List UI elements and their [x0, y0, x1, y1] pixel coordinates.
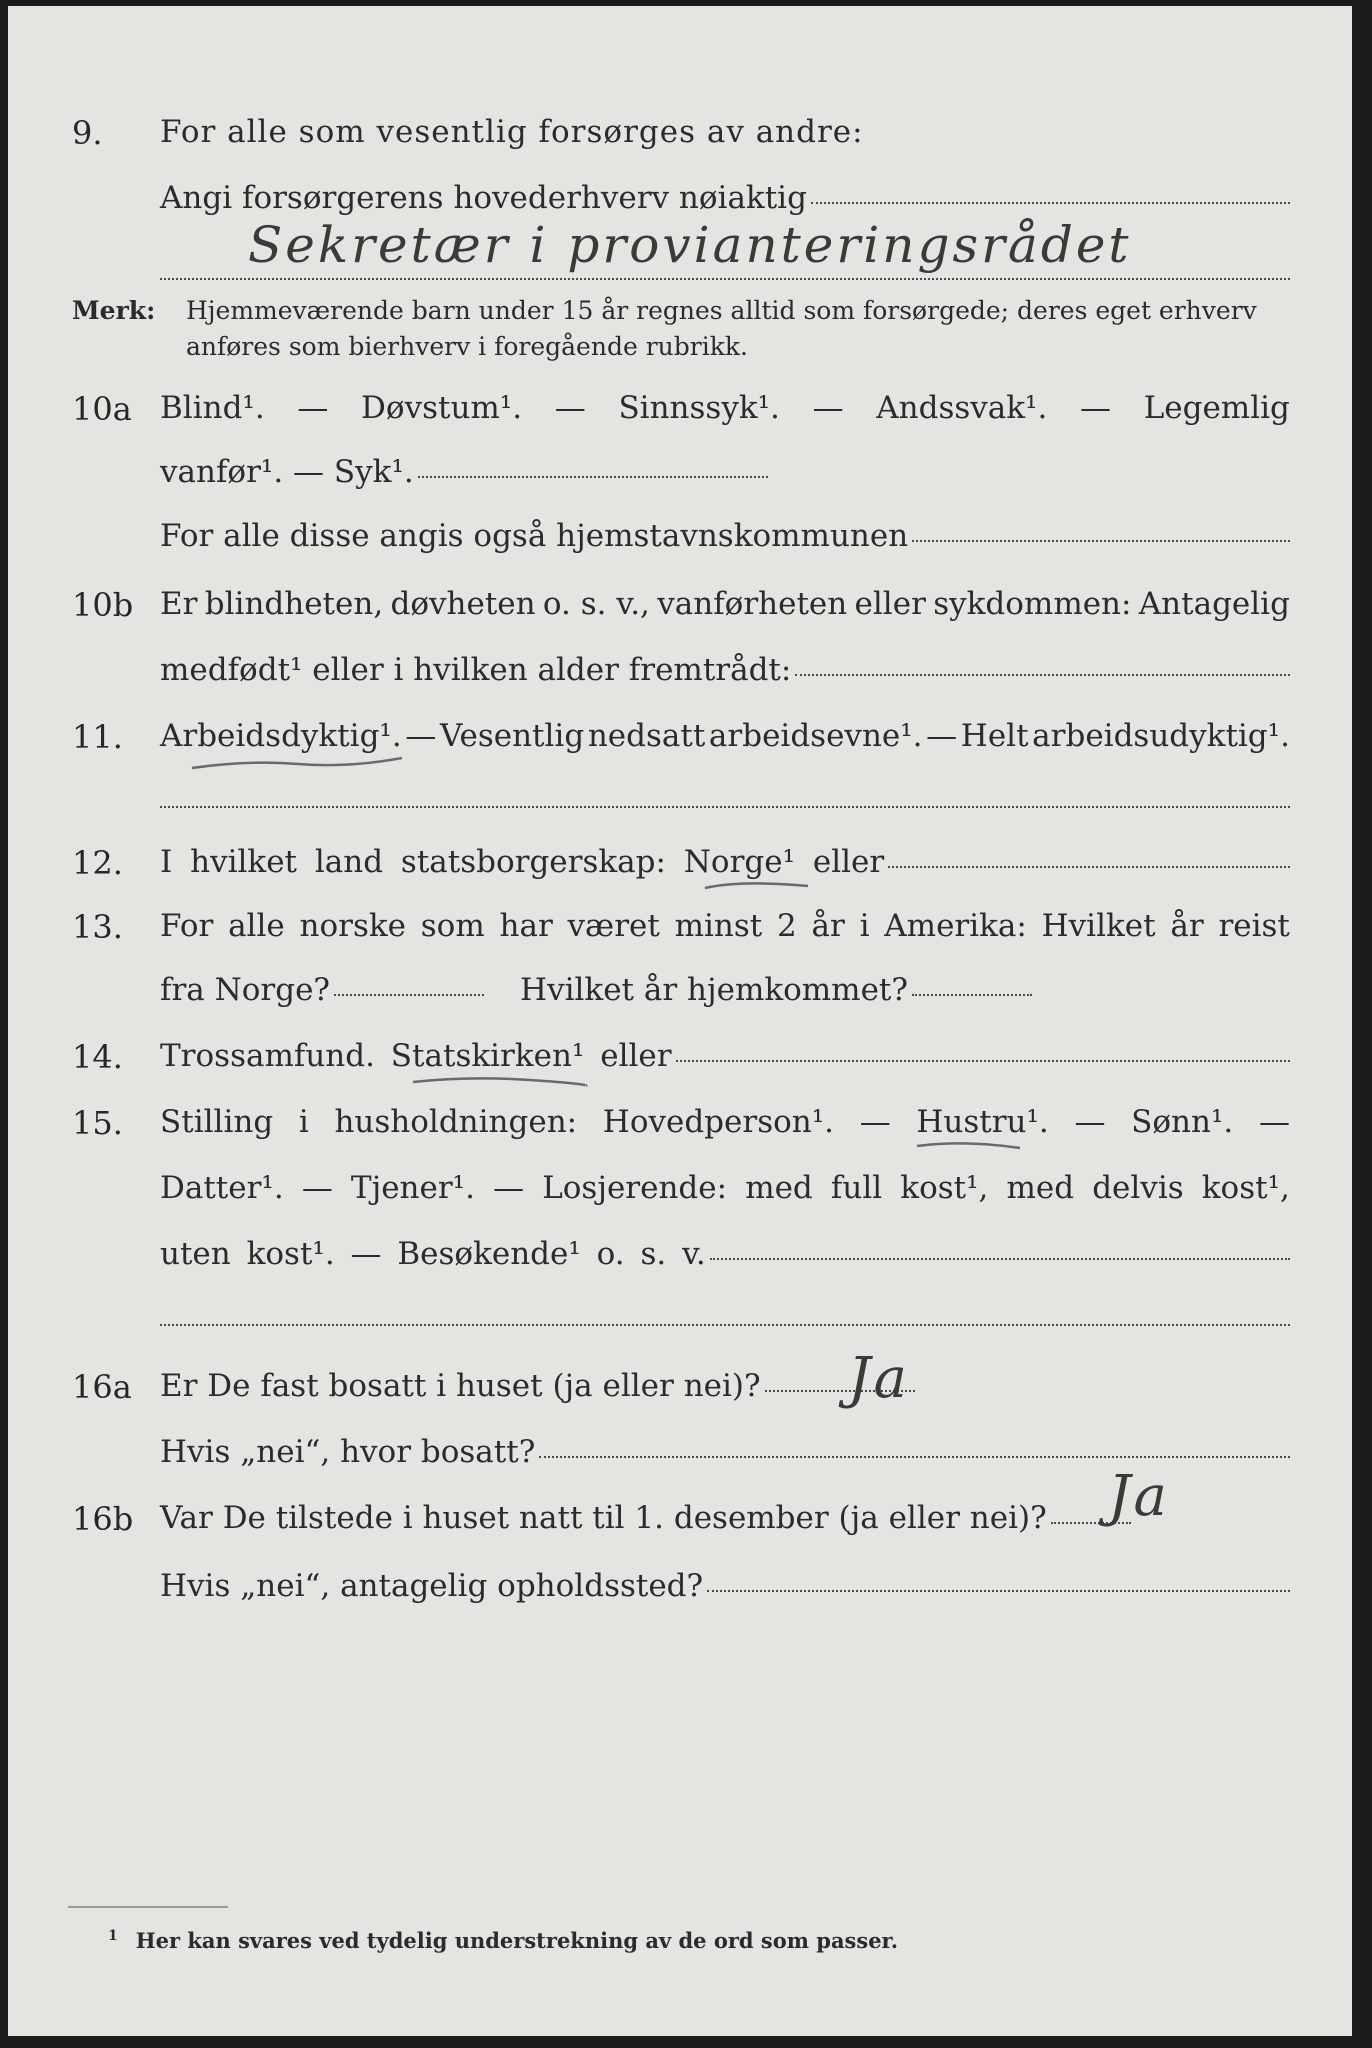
merk-text-2: anføres som bierhverv i foregående rubrikk. — [186, 332, 748, 361]
q16a-handwritten-answer: Ja — [848, 1346, 910, 1411]
q12-text-wrap — [160, 844, 1290, 880]
q11-word: — — [926, 718, 958, 754]
q11-word: Vesentlig — [439, 718, 585, 754]
q15-extra-line[interactable] — [160, 1324, 1290, 1326]
q14-pencil-underline — [410, 1070, 590, 1094]
q10b-word: vanførheten — [657, 586, 848, 622]
q10a-word: Andssvak¹. — [876, 390, 1048, 426]
q10b-word: o. s. v., — [542, 586, 650, 622]
q16b-handwritten-answer: Ja — [1108, 1464, 1170, 1529]
q10b-text-1 — [160, 586, 1290, 622]
q15-word: — — [859, 1104, 891, 1140]
q13-word: år — [1170, 908, 1204, 944]
q15-word: — — [1074, 1104, 1106, 1140]
q12-answer-line[interactable] — [888, 865, 1290, 868]
q13-word: Hvilket — [1041, 908, 1156, 944]
q10b-word: Antagelig — [1138, 586, 1290, 622]
q13-word: minst — [674, 908, 763, 944]
q10a-answer-line[interactable] — [418, 475, 768, 478]
q15-text-3: uten kost¹. — Besøkende¹ o. s. v. — [160, 1236, 706, 1272]
q13-number: 13. — [72, 908, 123, 946]
q15-word: Hovedperson¹. — [602, 1104, 835, 1140]
q15-word: Stilling — [160, 1104, 274, 1140]
q14-answer-line[interactable] — [676, 1059, 1290, 1062]
q15-word: i — [298, 1104, 309, 1140]
q11-word: nedsatt — [587, 718, 706, 754]
q9-number: 9. — [72, 114, 103, 152]
q16a-text-1: Er De fast bosatt i huset (ja eller nei)? — [160, 1368, 761, 1404]
merk-label: Merk: — [72, 296, 156, 325]
q11-number: 11. — [72, 718, 123, 756]
q15-text-1 — [160, 1104, 1290, 1140]
merk-text-1: Hjemmeværende barn under 15 år regnes alltid som forsørgede; deres eget erhverv — [186, 296, 1257, 325]
q15-word: full — [830, 1170, 883, 1206]
q11-answer-line[interactable] — [160, 806, 1290, 808]
q15-word: med — [745, 1170, 813, 1206]
q13-word: i — [859, 908, 870, 944]
q15-word: Losjerende: — [542, 1170, 728, 1206]
q13-word: som — [420, 908, 485, 944]
q15-word: — — [493, 1170, 525, 1206]
q10b-text-2: medfødt¹ eller i hvilken alder fremtrådt: — [160, 652, 792, 688]
q10a-text-2: vanfør¹. — Syk¹. — [160, 454, 414, 490]
q11-word: Arbeidsdyktig¹. — [160, 718, 402, 754]
q10a-text-2-wrap — [160, 454, 768, 490]
q15-word: med — [1006, 1170, 1075, 1206]
footnote-mark: 1 — [108, 1928, 118, 1944]
q9-text-1: For alle som vesentlig forsørges av andre: — [160, 114, 864, 150]
q9-handwritten-line — [160, 278, 1290, 280]
q15-text-3-wrap — [160, 1236, 1290, 1272]
q12-text: I hvilket land statsborgerskap: Norge¹ eller — [160, 844, 885, 880]
footnote-rule — [68, 1906, 228, 1908]
q15-pencil-underline — [914, 1136, 1024, 1156]
q14-number: 14. — [72, 1038, 123, 1076]
q10a-word: Døvstum¹. — [361, 390, 523, 426]
q10b-answer-line[interactable] — [795, 673, 1290, 676]
q10a-word: Blind¹. — [160, 390, 265, 426]
footnote-text: Her kan svares ved tydelig understrekning av de ord som passer. — [135, 1928, 899, 1953]
q11-word: Helt — [960, 718, 1029, 754]
q12-number: 12. — [72, 844, 123, 882]
q12-pencil-underline — [702, 876, 812, 896]
q9-answer-line[interactable] — [811, 201, 1290, 204]
q15-text-2 — [160, 1170, 1290, 1206]
q15-word: Sønn¹. — [1131, 1104, 1234, 1140]
q15-word: kost¹, — [1201, 1170, 1290, 1206]
q10b-number: 10b — [72, 586, 134, 624]
q10a-text-3: For alle disse angis også hjemstavnskommunen — [160, 518, 909, 554]
q10a-text-3-wrap — [160, 518, 1290, 554]
q13-word: år — [811, 908, 845, 944]
q13-word: For — [160, 908, 214, 944]
q13-reist-line[interactable] — [334, 993, 484, 996]
q10a-number: 10a — [72, 390, 132, 428]
q15-answer-line[interactable] — [710, 1257, 1290, 1260]
q15-word: Hustru¹. — [916, 1104, 1049, 1140]
q13-word: Amerika: — [884, 908, 1027, 944]
q15-word: Tjener¹. — [350, 1170, 475, 1206]
q16b-number: 16b — [72, 1500, 134, 1538]
q15-number: 15. — [72, 1104, 123, 1142]
q9-text-2-wrap — [160, 180, 1290, 216]
q13-text-2a: fra Norge? — [160, 972, 331, 1008]
q10a-word: — — [812, 390, 844, 426]
q13-word: 2 — [777, 908, 797, 944]
q13-text-2-wrap — [160, 972, 1032, 1008]
q16a-text-1-wrap — [160, 1368, 915, 1404]
q15-word: Datter¹. — [160, 1170, 284, 1206]
q16a-bosatt-line[interactable] — [539, 1455, 1290, 1458]
q11-word: arbeidsudyktig¹. — [1032, 718, 1290, 754]
q13-word: reist — [1218, 908, 1290, 944]
q15-word: — — [1258, 1104, 1290, 1140]
q11-text-1 — [160, 718, 1290, 754]
q11-word: arbeidsevne¹. — [708, 718, 923, 754]
q10b-text-2-wrap — [160, 652, 1290, 688]
q13-text-2b: Hvilket år hjemkommet? — [520, 972, 909, 1008]
q10a-kommune-line[interactable] — [912, 539, 1290, 542]
q10a-word: Sinnssyk¹. — [618, 390, 780, 426]
q14-text: Trossamfund. Statskirken¹ eller — [160, 1038, 672, 1074]
q11-pencil-underline — [188, 752, 408, 776]
q11-word: — — [405, 718, 437, 754]
q14-text-wrap — [160, 1038, 1290, 1074]
q13-hjemkommet-line[interactable] — [912, 993, 1032, 996]
q13-word: været — [567, 908, 660, 944]
q10a-word: — — [1080, 390, 1112, 426]
q16a-text-2: Hvis „nei“, hvor bosatt? — [160, 1434, 536, 1470]
q15-word: husholdningen: — [334, 1104, 578, 1140]
q16b-text-2: Hvis „nei“, antagelig opholdssted? — [160, 1568, 704, 1604]
q15-word: delvis — [1092, 1170, 1184, 1206]
q13-word: alle — [228, 908, 285, 944]
q13-word: har — [499, 908, 553, 944]
q16b-text-2-wrap — [160, 1568, 1290, 1604]
q10b-word: Er — [160, 586, 198, 622]
q13-text-1 — [160, 908, 1290, 944]
q10b-word: døvheten — [390, 586, 536, 622]
q10a-word: Legemlig — [1143, 390, 1290, 426]
q10a-word: — — [297, 390, 329, 426]
q10a-word: — — [554, 390, 586, 426]
q16b-opholdssted-line[interactable] — [707, 1589, 1290, 1592]
footnote — [108, 1928, 898, 1953]
q10b-word: eller — [854, 586, 926, 622]
q10b-word: blindheten, — [204, 586, 384, 622]
q10b-word: sykdommen: — [933, 586, 1132, 622]
q9-handwritten-row — [8, 216, 1352, 286]
q16b-text-1-wrap — [160, 1500, 1131, 1536]
q9-handwritten-answer: Sekretær i provianteringsrådet — [248, 216, 1132, 274]
q15-word: — — [301, 1170, 333, 1206]
q10a-text-1 — [160, 390, 1290, 426]
census-form-page — [8, 6, 1352, 2036]
q16a-number: 16a — [72, 1368, 132, 1406]
q13-word: norske — [299, 908, 406, 944]
q9-text-2: Angi forsørgerens hovederhverv nøiaktig — [160, 180, 807, 216]
q16b-text-1: Var De tilstede i huset natt til 1. desember (ja eller nei)? — [160, 1500, 1047, 1536]
q15-word: kost¹, — [900, 1170, 989, 1206]
